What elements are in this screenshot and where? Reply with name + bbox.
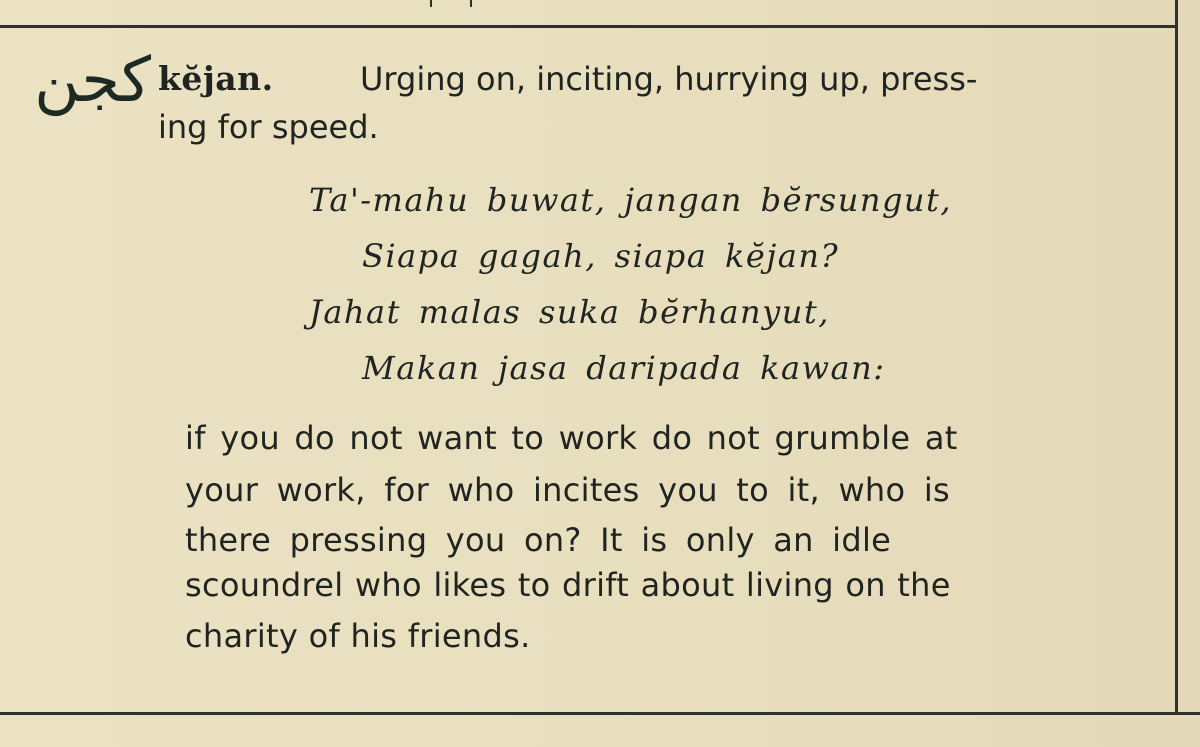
translation-line: charity of his friends.: [185, 617, 531, 655]
definition-line-1: Urging on, inciting, hurrying up, press-: [360, 60, 978, 98]
headword: kĕjan.: [158, 59, 274, 98]
right-border-rule: [1175, 25, 1178, 715]
verse-line: Jahat malas suka bĕrhanyut,: [309, 293, 830, 331]
bottom-border-rule: [0, 712, 1200, 715]
definition-line-2: ing for speed.: [158, 108, 379, 146]
verse-line: Ta'-mahu buwat, jangan bĕrsungut,: [309, 181, 953, 219]
verse-line: Makan jasa daripada kawan:: [362, 349, 886, 387]
arabic-script-headword: كجن: [34, 43, 151, 116]
verse-line: Siapa gagah, siapa kĕjan?: [362, 237, 840, 275]
top-tick-mark: [470, 0, 472, 7]
translation-line: if you do not want to work do not grumble at: [185, 419, 958, 457]
translation-line: your work, for who incites you to it, who is: [185, 471, 951, 509]
top-border-rule: [0, 0, 1178, 28]
top-tick-mark: [430, 0, 432, 7]
translation-line: there pressing you on? It is only an idle: [185, 521, 892, 559]
translation-line: scoundrel who likes to drift about living on the: [185, 566, 951, 604]
